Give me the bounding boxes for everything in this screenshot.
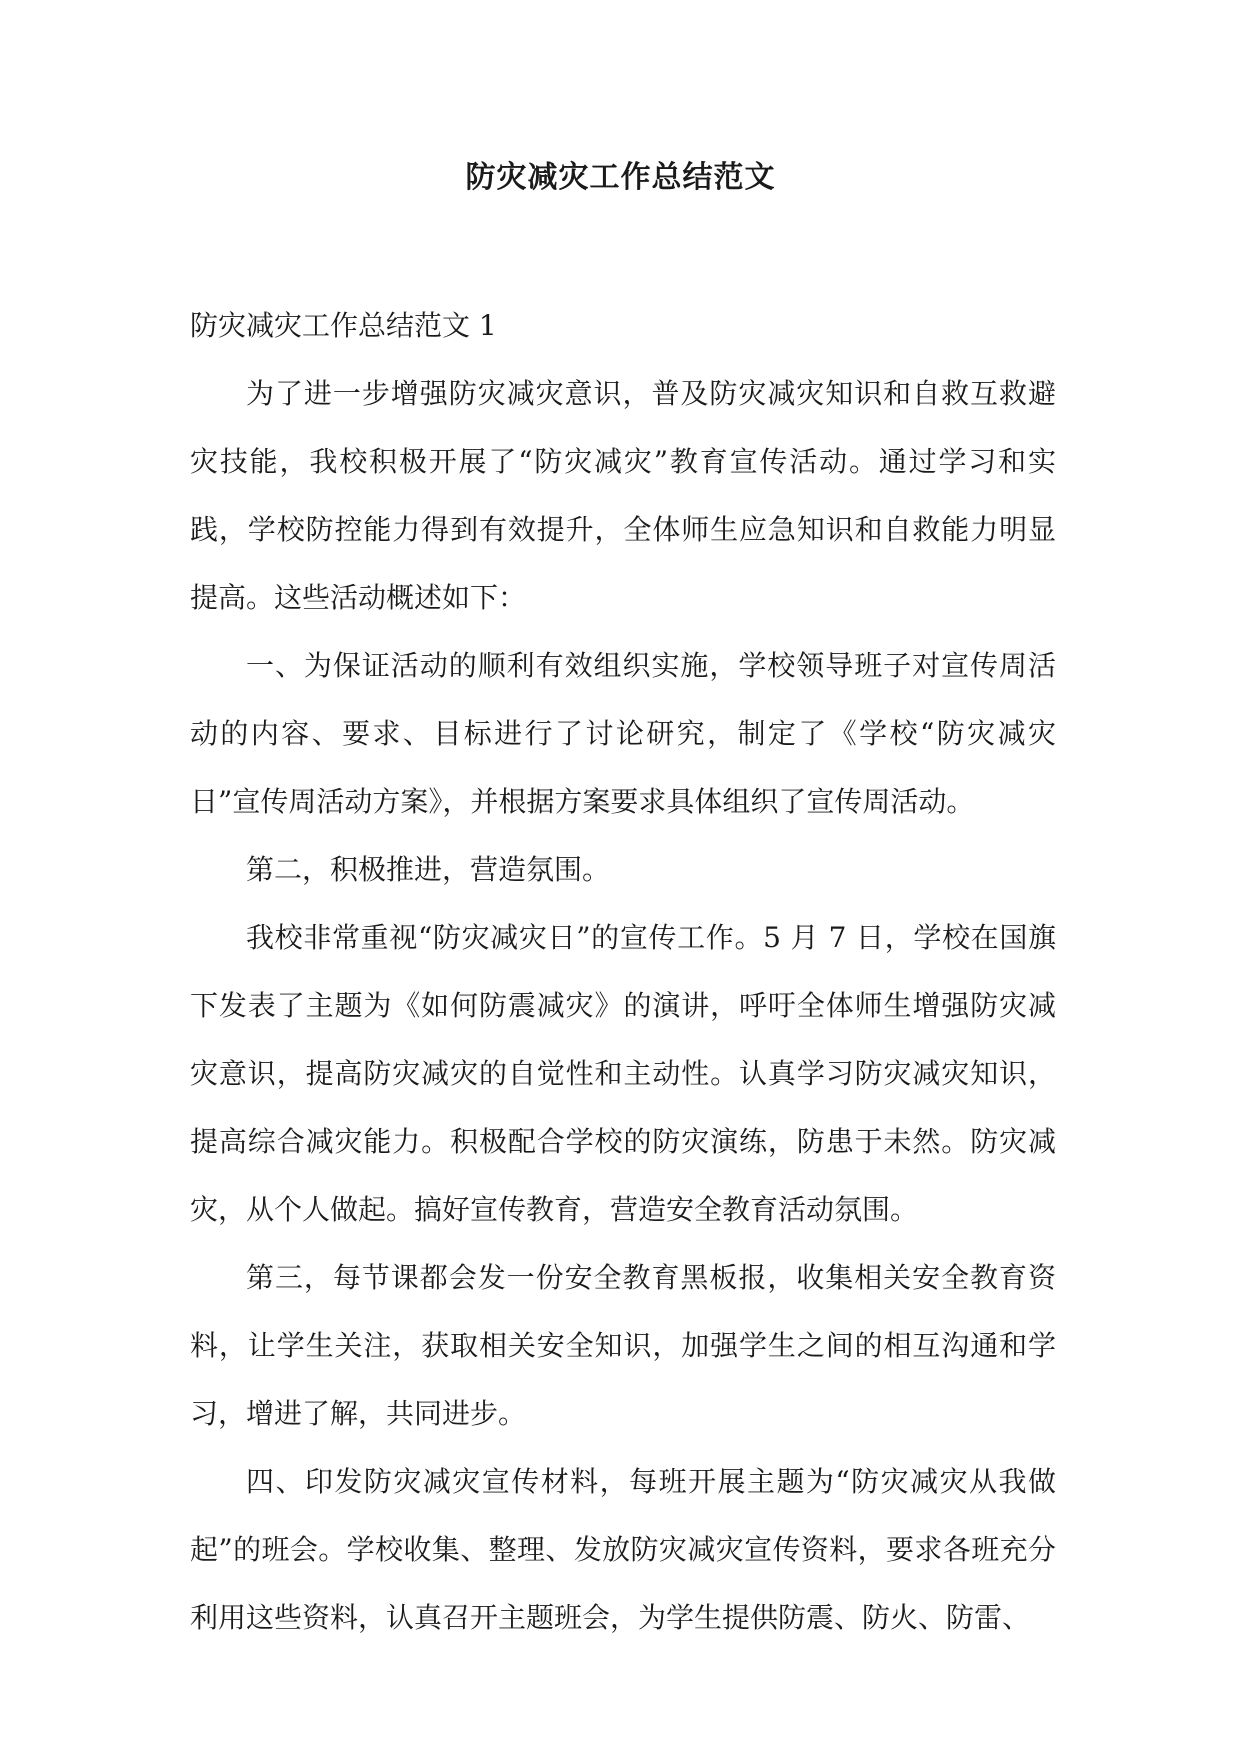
paragraph-point-two-body: 我校非常重视“防灾减灾日”的宣传工作。5 月 7 日，学校在国旗下发表了主题为《如何防震减灾》的演讲，呼吁全体师生增强防灾减灾意识，提高防灾减灾的自觉性和主动性。认真学习防灾减灾知识，提高综合减灾能力。积极配合学校的防灾演练，防患于未然。防灾减灾，从个人做起。搞好宣传教育，营造安全教育活动氛围。 (190, 921, 1056, 1226)
paragraph-point-three: 第三，每节课都会发一份安全教育黑板报，收集相关安全教育资料，让学生关注，获取相关安全知识，加强学生之间的相互沟通和学习，增进了解，共同进步。 (190, 1261, 1056, 1430)
paragraph-point-one: 一、为保证活动的顺利有效组织实施，学校领导班子对宣传周活动的内容、要求、目标进行了讨论研究，制定了《学校“防灾减灾日”宣传周活动方案》，并根据方案要求具体组织了宣传周活动。 (190, 649, 1056, 818)
document-body (190, 292, 1056, 1652)
paragraph-intro: 为了进一步增强防灾减灾意识，普及防灾减灾知识和自救互救避灾技能，我校积极开展了“防灾减灾”教育宣传活动。通过学习和实践，学校防控能力得到有效提升，全体师生应急知识和自救能力明显提高。这些活动概述如下： (190, 377, 1056, 614)
paragraph-point-four: 四、印发防灾减灾宣传材料，每班开展主题为“防灾减灾从我做起”的班会。学校收集、整理、发放防灾减灾宣传资料，要求各班充分利用这些资料，认真召开主题班会，为学生提供防震、防火、防雷、 (190, 1465, 1056, 1634)
paragraph-point-two-heading: 第二，积极推进，营造氛围。 (246, 853, 611, 886)
document-title: 防灾减灾工作总结范文 (465, 160, 776, 195)
section-heading: 防灾减灾工作总结范文 1 (190, 309, 497, 342)
